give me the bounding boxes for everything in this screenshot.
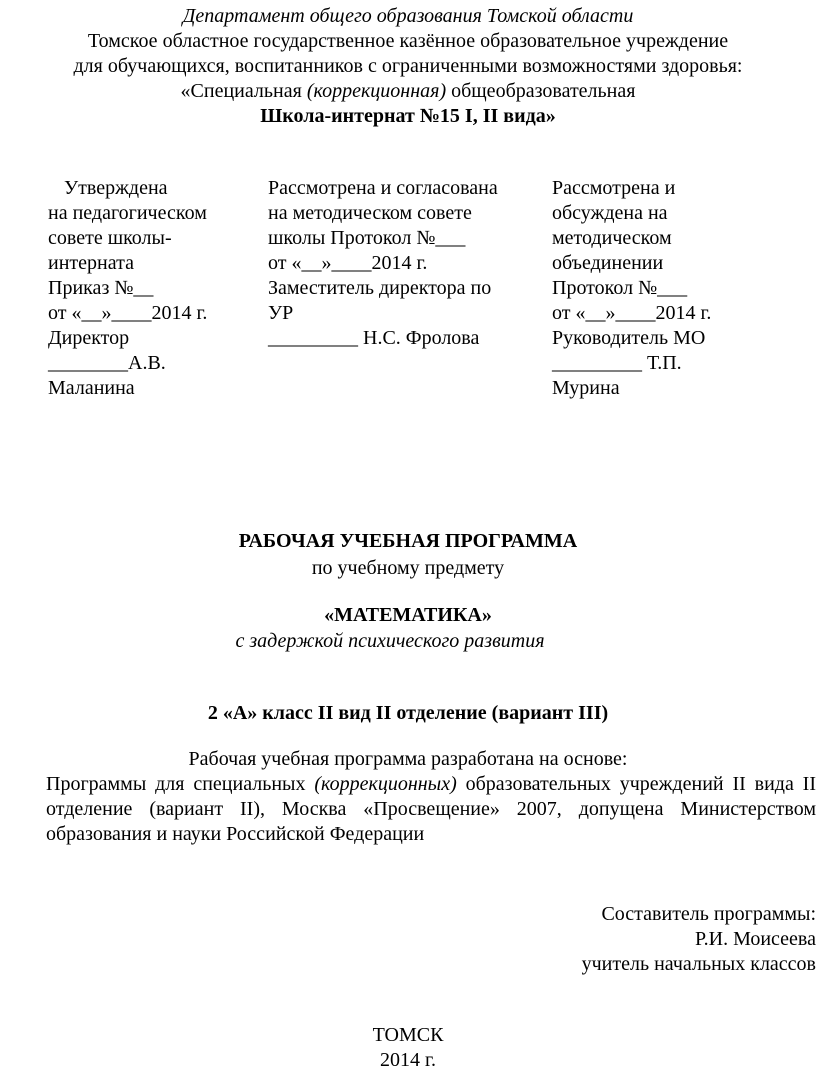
- approval-line: Директор: [48, 327, 130, 349]
- school-name: Школа-интернат №15 I, II вида»: [260, 105, 556, 127]
- approval-line: Заместитель директора по: [268, 277, 492, 299]
- approval-column-mo: [552, 176, 762, 401]
- approval-line: методическом: [552, 227, 672, 249]
- program-title: РАБОЧАЯ УЧЕБНАЯ ПРОГРАММА: [238, 530, 578, 552]
- subject-name: «МАТЕМАТИКА»: [324, 604, 492, 626]
- approval-line: УР: [268, 302, 294, 324]
- approval-line: Протокол №___: [552, 277, 688, 299]
- program-note: с задержкой психического развития: [235, 630, 545, 652]
- class-info: 2 «А» класс II вид II отделение (вариант III): [207, 702, 609, 724]
- approval-line: на педагогическом: [48, 202, 207, 224]
- institution-line-1: Томское областное государственное казённое образовательное учреждение: [87, 30, 729, 52]
- approval-line: Утверждена: [64, 177, 168, 199]
- approval-line: Руководитель МО: [552, 327, 706, 349]
- author-block: [416, 902, 816, 977]
- approval-line: обсуждена на: [552, 202, 668, 224]
- approval-line: Рассмотрена и согласована: [268, 177, 498, 199]
- institution-line-2: для обучающихся, воспитанников с ограниченными возможностями здоровья:: [73, 55, 743, 77]
- approval-line: от «__»____2014 г.: [268, 252, 428, 274]
- approval-line: объединении: [552, 252, 664, 274]
- footer-year: 2014 г.: [380, 1049, 436, 1071]
- approval-column-director: [48, 176, 248, 401]
- approval-line: Приказ №__: [48, 277, 154, 299]
- approval-line: школы Протокол №___: [268, 227, 466, 249]
- program-subtitle: по учебному предмету: [311, 557, 505, 579]
- approval-line: совете школы-: [48, 227, 172, 249]
- approval-line: ________А.В.: [48, 352, 166, 374]
- approval-line: Маланина: [48, 377, 135, 399]
- approval-line: от «__»____2014 г.: [48, 302, 208, 324]
- approval-line: интерната: [48, 252, 134, 274]
- basis-intro: Рабочая учебная программа разработана на основе:: [188, 748, 628, 770]
- footer: [0, 1023, 816, 1073]
- footer-city: ТОМСК: [372, 1024, 444, 1046]
- document-header: [0, 4, 816, 129]
- department-name: Департамент общего образования Томской области: [182, 5, 634, 27]
- author-label: Составитель программы:: [601, 903, 816, 925]
- basis-text: Программы для специальных (коррекционных) образовательных учреждений II вида II отделение (вариант II), Москва «Просвещение» 2007, допущена Министерством образования и науки Российской Федерации: [46, 773, 816, 845]
- approval-column-deputy: [268, 176, 538, 351]
- approval-line: Мурина: [552, 377, 620, 399]
- approval-line: Рассмотрена и: [552, 177, 676, 199]
- author-name: Р.И. Моисеева: [695, 928, 816, 950]
- approval-line: от «__»____2014 г.: [552, 302, 712, 324]
- institution-line-3: «Специальная (коррекционная) общеобразовательная: [180, 80, 636, 102]
- approval-line: _________ Н.С. Фролова: [268, 327, 480, 349]
- approval-line: _________ Т.П.: [552, 352, 682, 374]
- approval-line: на методическом совете: [268, 202, 472, 224]
- author-position: учитель начальных классов: [581, 953, 816, 975]
